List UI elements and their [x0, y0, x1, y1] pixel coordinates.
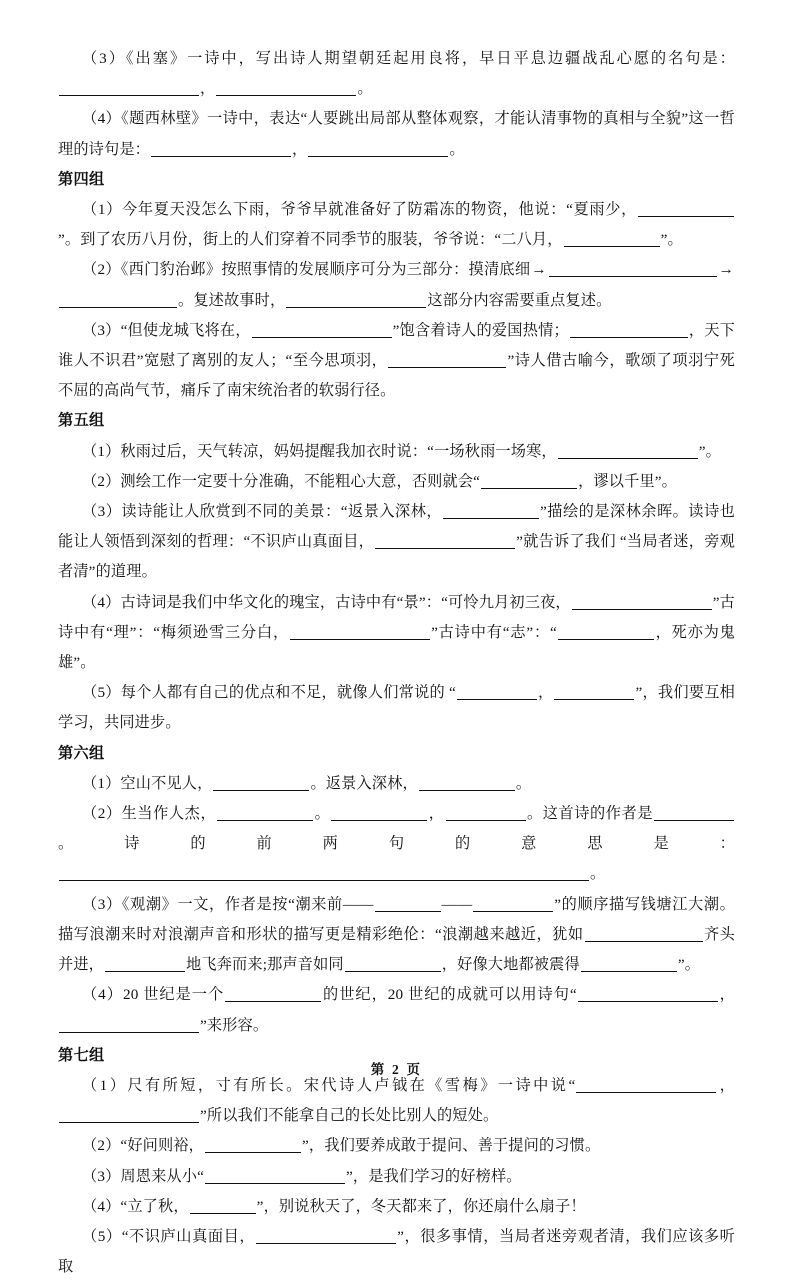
question-number: （4） [82, 110, 122, 128]
question-number: （3） [82, 503, 122, 521]
question-text: ， [428, 805, 445, 823]
fill-in-blank[interactable] [256, 1228, 396, 1244]
fill-in-blank[interactable] [59, 1107, 199, 1123]
question-text: ”饱含着诗人的爱国热情； [392, 321, 569, 339]
arrow-icon: → [718, 261, 735, 279]
fill-in-blank[interactable] [570, 322, 688, 338]
question-text: ”。到了农历八月份，街上的人们穿着不同季节的服装，爷爷说：“二八月， [58, 231, 563, 249]
question-number: （3） [82, 895, 122, 913]
question-number: （3） [82, 1167, 121, 1185]
fill-in-blank[interactable] [388, 352, 506, 368]
fill-in-blank[interactable] [216, 80, 356, 96]
question-number: （4） [82, 593, 121, 611]
group-heading: 第七组 [58, 1046, 105, 1064]
question-item [58, 769, 735, 799]
group-heading: 第六组 [58, 744, 105, 762]
fill-in-blank[interactable] [151, 141, 291, 157]
question-item [58, 1071, 735, 1131]
question-text: ”古诗中有“志”：“ [431, 623, 557, 641]
question-text: 。返景入深林， [310, 774, 418, 792]
arrow-icon: → [531, 261, 547, 279]
fill-in-blank[interactable] [205, 1137, 301, 1153]
fill-in-blank[interactable] [419, 775, 515, 791]
question-item [58, 1222, 735, 1282]
question-text: ”。 [660, 231, 683, 249]
fill-in-blank[interactable] [59, 1017, 199, 1033]
question-text: ，谬以千里”。 [578, 472, 677, 490]
question-text: ， [718, 986, 735, 1004]
question-number: （2） [82, 472, 121, 490]
question-text: ， [292, 140, 308, 158]
fill-in-blank[interactable] [375, 896, 441, 912]
question-text: “好问则裕， [120, 1137, 205, 1155]
question-text: 《西门豹治邺》按照事情的发展顺序可分为三部分：摸清底细 [120, 261, 531, 279]
question-text: 生当作人杰， [121, 805, 217, 823]
question-text: —— [441, 895, 473, 913]
question-text: 尺有所短，寸有所长。宋代诗人卢钺在《雪梅》一诗中说“ [127, 1076, 576, 1094]
fill-in-blank[interactable] [457, 684, 537, 700]
question-text: ”来形容。 [200, 1016, 269, 1034]
question-text: ，死亦为鬼雄”。 [58, 623, 736, 672]
question-text: 。 [357, 80, 373, 98]
question-text: 古诗词是我们中华文化的瑰宝，古诗中有“景”：“可怜九月初三夜， [120, 593, 571, 611]
question-text: 。 [590, 865, 606, 883]
fill-in-blank[interactable] [572, 594, 712, 610]
fill-in-blank[interactable] [554, 684, 634, 700]
question-text: 这部分内容需要重点复述。 [427, 291, 612, 309]
question-number: （1） [82, 201, 122, 219]
question-number: （5） [82, 684, 121, 702]
fill-in-blank[interactable] [638, 201, 734, 217]
question-text: ，好像大地都被震得 [441, 956, 580, 974]
question-text: 。诗的前两句的意思是： [58, 835, 735, 853]
question-number: （4） [82, 1197, 121, 1215]
question-text: 。这首诗的作者是 [526, 805, 653, 823]
question-text: 齐头并进， [58, 925, 735, 974]
fill-in-blank[interactable] [481, 473, 577, 489]
question-item [58, 255, 735, 315]
fill-in-blank[interactable] [331, 805, 427, 821]
question-text: ”诗人借古喻今，歌颂了项羽宁死不屈的高尚气节，痛斥了南宋统治者的软弱行径。 [58, 352, 735, 400]
question-item [58, 316, 735, 407]
fill-in-blank[interactable] [446, 805, 526, 821]
fill-in-blank[interactable] [576, 1077, 716, 1093]
question-text: 。 [449, 140, 465, 158]
question-text: ”，我们要养成敢于提问、善于提问的习惯。 [302, 1137, 601, 1155]
fill-in-blank[interactable] [225, 986, 321, 1002]
question-item [58, 890, 735, 981]
question-text: 每个人都有自己的优点和不足，就像人们常说的 “ [120, 684, 456, 702]
question-text: 《题西林壁》一诗中，表达“人要跳出局部从整体观察，才能认清事物的真相与全貌”这一哲理的诗句是： [58, 110, 735, 158]
question-number: （1） [82, 1076, 128, 1094]
question-item [58, 44, 735, 104]
question-text: “立了秋， [120, 1197, 189, 1215]
question-item [58, 437, 735, 467]
fill-in-blank[interactable] [549, 261, 717, 277]
question-text: 。复述故事时， [178, 291, 286, 309]
question-text: 20 世纪是一个 [122, 986, 225, 1004]
group-heading: 第四组 [58, 170, 105, 188]
group-heading: 第五组 [58, 412, 105, 430]
question-text: ， [717, 1076, 735, 1094]
question-text: 地飞奔而来;那声音如同 [186, 956, 344, 974]
fill-in-blank[interactable] [473, 896, 553, 912]
question-text: ， [537, 684, 554, 702]
question-text: 周恩来从小“ [120, 1167, 205, 1185]
question-text: 《出塞》一诗中，写出诗人期望朝廷起用良将，早日平息边疆战乱心愿的名句是： [125, 50, 735, 67]
question-number: （3） [82, 50, 126, 67]
fill-in-blank[interactable] [286, 292, 426, 308]
question-text: “但使龙城飞将在， [120, 321, 251, 339]
question-text: ”所以我们不能拿自己的长处比别人的短处。 [200, 1107, 499, 1125]
question-text: ”，别说秋天了，冬天都来了，你还扇什么扇子！ [256, 1197, 586, 1215]
question-text: 测绘工作一定要十分准确，不能粗心大意，否则就会“ [120, 472, 481, 490]
fill-in-blank[interactable] [59, 292, 177, 308]
fill-in-blank[interactable] [375, 533, 515, 549]
page-footer: 第 2 页 [370, 1062, 423, 1077]
worksheet-content [58, 44, 735, 1282]
fill-in-blank[interactable] [345, 956, 441, 972]
question-item [58, 980, 735, 1040]
fill-in-blank[interactable] [217, 805, 313, 821]
question-item [58, 1131, 735, 1161]
fill-in-blank[interactable] [290, 624, 430, 640]
question-number: （4） [82, 986, 123, 1004]
question-text: ”，是我们学习的好榜样。 [346, 1167, 522, 1185]
question-item [58, 799, 735, 890]
question-text: ，天下谁人不识君”宽慰了离别的友人；“至今思项羽， [58, 321, 735, 370]
question-text: ”，很多事情，当局者迷旁观者清，我们应该多听取 [58, 1227, 736, 1276]
fill-in-blank[interactable] [558, 624, 654, 640]
question-text: 空山不见人， [120, 774, 213, 792]
question-number: （2） [82, 805, 122, 823]
question-number: （1） [82, 442, 121, 460]
question-item [58, 497, 735, 588]
question-number: （2） [82, 1137, 121, 1155]
question-text: ”古诗中有“理”：“梅须逊雪三分白， [58, 593, 736, 641]
question-number: （1） [82, 774, 121, 792]
question-item [58, 195, 735, 255]
question-text: 秋雨过后，天气转凉，妈妈提醒我加衣时说：“一场秋雨一场寒， [120, 442, 557, 460]
question-number: （5） [82, 1227, 122, 1245]
question-text: ， [200, 80, 216, 98]
question-text: ”的顺序描写钱塘江大潮。描写浪潮来时对浪潮声音和形状的描写更是精彩绝伦：“浪潮越来越近，犹如 [58, 895, 735, 943]
fill-in-blank[interactable] [578, 986, 718, 1002]
fill-in-blank[interactable] [105, 956, 185, 972]
fill-in-blank[interactable] [654, 805, 734, 821]
fill-in-blank[interactable] [558, 443, 698, 459]
question-text: 的世纪，20 世纪的成就可以用诗句“ [322, 986, 577, 1004]
fill-in-blank[interactable] [190, 1198, 256, 1214]
fill-in-blank[interactable] [585, 926, 703, 942]
question-text: 今年夏天没怎么下雨，爷爷早就准备好了防霜冻的物资，他说：“夏雨少， [122, 201, 637, 219]
question-item [58, 678, 735, 738]
question-text: 读诗能让人欣赏到不同的美景：“返景入深林， [121, 503, 443, 521]
fill-in-blank[interactable] [252, 322, 392, 338]
question-text: ”。 [677, 956, 701, 974]
question-text: 。 [515, 774, 532, 792]
question-text: 。 [314, 805, 331, 823]
fill-in-blank[interactable] [564, 231, 660, 247]
question-item [58, 1162, 735, 1192]
question-text: ”，我们要互相学习，共同进步。 [58, 684, 735, 732]
question-number: （3） [82, 321, 121, 339]
question-text: ”。 [698, 442, 721, 460]
question-number: （2） [82, 261, 121, 279]
fill-in-blank[interactable] [59, 865, 589, 881]
question-text: 《观潮》一文，作者是按“潮来前—— [121, 895, 374, 913]
fill-in-blank[interactable] [308, 141, 448, 157]
question-item [58, 104, 735, 164]
fill-in-blank[interactable] [205, 1168, 345, 1184]
fill-in-blank[interactable] [213, 775, 309, 791]
question-item [58, 588, 735, 679]
question-text: “不识庐山真面目， [121, 1227, 256, 1245]
question-item [58, 467, 735, 497]
fill-in-blank[interactable] [443, 503, 539, 519]
question-text: ”描绘的是深林余晖。读诗也能让人领悟到深刻的哲理：“不识庐山真面目， [58, 503, 735, 551]
question-item [58, 1192, 735, 1222]
fill-in-blank[interactable] [59, 80, 199, 96]
question-text: ”就告诉了我们 “当局者迷，旁观者清”的道理。 [58, 533, 735, 581]
fill-in-blank[interactable] [581, 956, 677, 972]
